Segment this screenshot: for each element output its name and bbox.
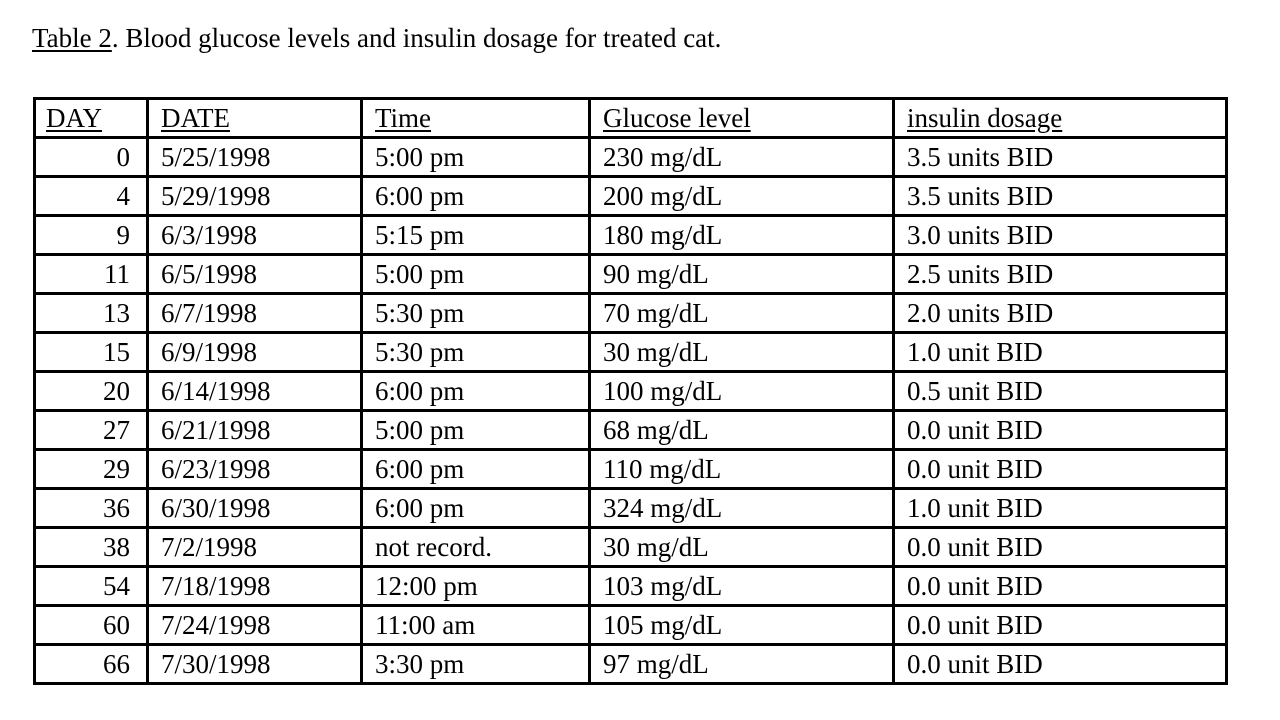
time-cell: 6:00 pm — [362, 177, 590, 216]
insulin-dosage-cell: 0.0 unit BID — [894, 567, 1227, 606]
date-cell: 6/7/1998 — [148, 294, 362, 333]
table-row — [35, 372, 1227, 411]
insulin-dosage-cell: 0.0 unit BID — [894, 411, 1227, 450]
day-cell: 36 — [35, 489, 148, 528]
table-row — [35, 138, 1227, 177]
day-cell: 4 — [35, 177, 148, 216]
glucose-level-cell: 100 mg/dL — [590, 372, 894, 411]
time-cell: 5:00 pm — [362, 138, 590, 177]
insulin-dosage-cell: 0.0 unit BID — [894, 645, 1227, 684]
time-cell: 6:00 pm — [362, 489, 590, 528]
time-cell: 5:30 pm — [362, 333, 590, 372]
glucose-level-cell: 103 mg/dL — [590, 567, 894, 606]
date-cell: 6/3/1998 — [148, 216, 362, 255]
table-row — [35, 216, 1227, 255]
day-cell: 54 — [35, 567, 148, 606]
glucose-level-cell: 30 mg/dL — [590, 528, 894, 567]
insulin-dosage-cell: 3.5 units BID — [894, 177, 1227, 216]
date-cell: 6/5/1998 — [148, 255, 362, 294]
time-cell: 11:00 am — [362, 606, 590, 645]
time-cell: 6:00 pm — [362, 450, 590, 489]
time-cell: 5:00 pm — [362, 255, 590, 294]
time-cell: 5:30 pm — [362, 294, 590, 333]
date-cell: 7/30/1998 — [148, 645, 362, 684]
column-header-date: DATE — [148, 99, 362, 138]
glucose-level-cell: 110 mg/dL — [590, 450, 894, 489]
table-row — [35, 606, 1227, 645]
table-row — [35, 255, 1227, 294]
date-cell: 6/9/1998 — [148, 333, 362, 372]
day-cell: 15 — [35, 333, 148, 372]
day-cell: 11 — [35, 255, 148, 294]
glucose-level-cell: 30 mg/dL — [590, 333, 894, 372]
glucose-level-cell: 180 mg/dL — [590, 216, 894, 255]
day-cell: 38 — [35, 528, 148, 567]
day-cell: 27 — [35, 411, 148, 450]
insulin-dosage-cell: 1.0 unit BID — [894, 333, 1227, 372]
column-header-time: Time — [362, 99, 590, 138]
column-header-glucose-level: Glucose level — [590, 99, 894, 138]
table-body — [35, 138, 1227, 684]
table-row — [35, 333, 1227, 372]
glucose-level-cell: 70 mg/dL — [590, 294, 894, 333]
glucose-level-cell: 230 mg/dL — [590, 138, 894, 177]
table-caption-text: . Blood glucose levels and insulin dosage for treated cat. — [111, 23, 722, 53]
date-cell: 7/2/1998 — [148, 528, 362, 567]
day-cell: 0 — [35, 138, 148, 177]
time-cell: 12:00 pm — [362, 567, 590, 606]
time-cell: 5:15 pm — [362, 216, 590, 255]
glucose-insulin-table — [33, 97, 1228, 685]
day-cell: 20 — [35, 372, 148, 411]
column-header-insulin-dosage: insulin dosage — [894, 99, 1227, 138]
table-row — [35, 528, 1227, 567]
table-row — [35, 567, 1227, 606]
glucose-level-cell: 68 mg/dL — [590, 411, 894, 450]
table-row — [35, 411, 1227, 450]
insulin-dosage-cell: 0.0 unit BID — [894, 606, 1227, 645]
table-caption-label: Table 2 — [32, 23, 112, 53]
column-header-day: DAY — [35, 99, 148, 138]
insulin-dosage-cell: 0.0 unit BID — [894, 450, 1227, 489]
table-row — [35, 645, 1227, 684]
date-cell: 6/14/1998 — [148, 372, 362, 411]
table-row — [35, 489, 1227, 528]
insulin-dosage-cell: 0.5 unit BID — [894, 372, 1227, 411]
glucose-level-cell: 97 mg/dL — [590, 645, 894, 684]
table-row — [35, 450, 1227, 489]
insulin-dosage-cell: 0.0 unit BID — [894, 528, 1227, 567]
glucose-level-cell: 324 mg/dL — [590, 489, 894, 528]
date-cell: 7/24/1998 — [148, 606, 362, 645]
time-cell: not record. — [362, 528, 590, 567]
table-row — [35, 294, 1227, 333]
date-cell: 7/18/1998 — [148, 567, 362, 606]
insulin-dosage-cell: 1.0 unit BID — [894, 489, 1227, 528]
day-cell: 66 — [35, 645, 148, 684]
day-cell: 29 — [35, 450, 148, 489]
date-cell: 6/23/1998 — [148, 450, 362, 489]
date-cell: 6/21/1998 — [148, 411, 362, 450]
table-header-row — [35, 99, 1227, 138]
time-cell: 6:00 pm — [362, 372, 590, 411]
glucose-level-cell: 90 mg/dL — [590, 255, 894, 294]
time-cell: 3:30 pm — [362, 645, 590, 684]
date-cell: 6/30/1998 — [148, 489, 362, 528]
insulin-dosage-cell: 2.0 units BID — [894, 294, 1227, 333]
insulin-dosage-cell: 3.5 units BID — [894, 138, 1227, 177]
glucose-level-cell: 200 mg/dL — [590, 177, 894, 216]
date-cell: 5/29/1998 — [148, 177, 362, 216]
glucose-level-cell: 105 mg/dL — [590, 606, 894, 645]
table-row — [35, 177, 1227, 216]
day-cell: 13 — [35, 294, 148, 333]
time-cell: 5:00 pm — [362, 411, 590, 450]
insulin-dosage-cell: 2.5 units BID — [894, 255, 1227, 294]
insulin-dosage-cell: 3.0 units BID — [894, 216, 1227, 255]
date-cell: 5/25/1998 — [148, 138, 362, 177]
table-caption — [32, 20, 721, 56]
day-cell: 9 — [35, 216, 148, 255]
day-cell: 60 — [35, 606, 148, 645]
